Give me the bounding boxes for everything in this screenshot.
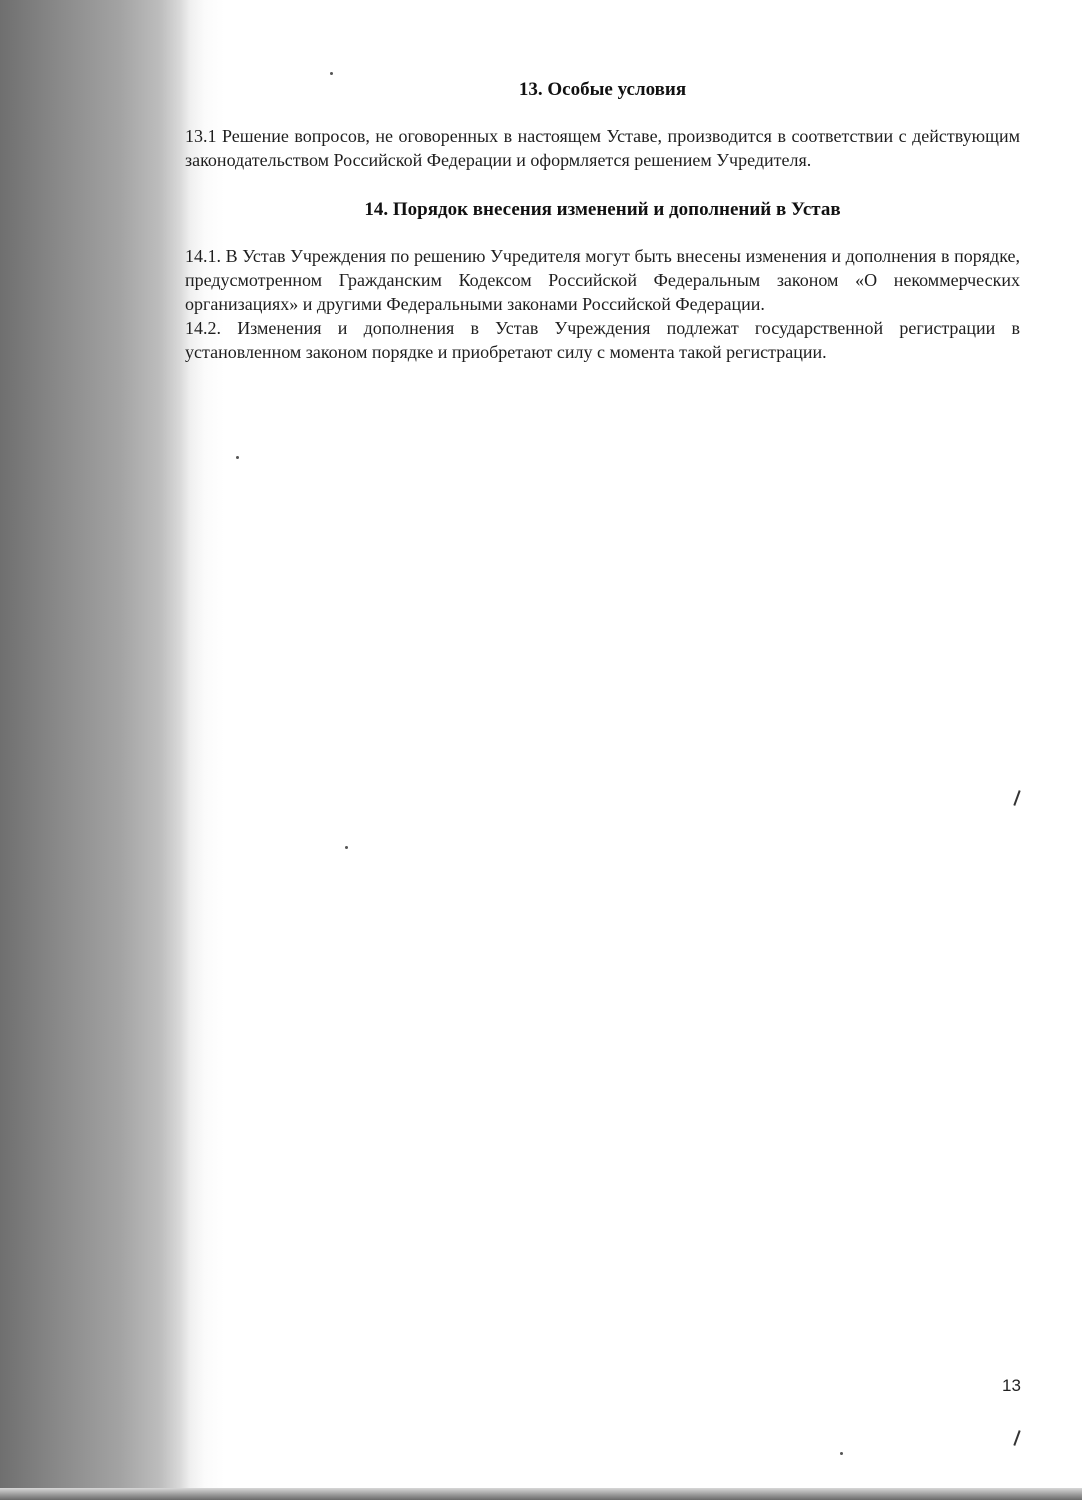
scan-speck [840,1452,843,1455]
document-body [185,78,1020,364]
page-number: 13 [1002,1376,1021,1395]
clause-14-1: 14.1. В Устав Учреждения по решению Учредителя могут быть внесены изменения и дополнения в порядке, предусмотренном Гражданским Кодексом Российской Федеральным законом «О некоммерческих организациях» и другими Федеральными законами Российской Федерации. [185,246,1020,314]
scan-speck [236,456,239,459]
section-13-heading: 13. Особые условия [518,79,687,100]
clause-14-2: 14.2. Изменения и дополнения в Устав Учреждения подлежат государственной регистрации в установленном законом порядке и приобретают силу с момента такой регистрации. [185,318,1020,362]
scan-speck [345,846,348,849]
section-14-heading: 14. Порядок внесения изменений и дополнений в Устав [364,199,841,220]
scan-speck [330,72,333,75]
clause-13-1: 13.1 Решение вопросов, не оговоренных в настоящем Уставе, производится в соответствии с действующим законодательством Российской Федерации и оформляется решением Учредителя. [185,126,1020,170]
